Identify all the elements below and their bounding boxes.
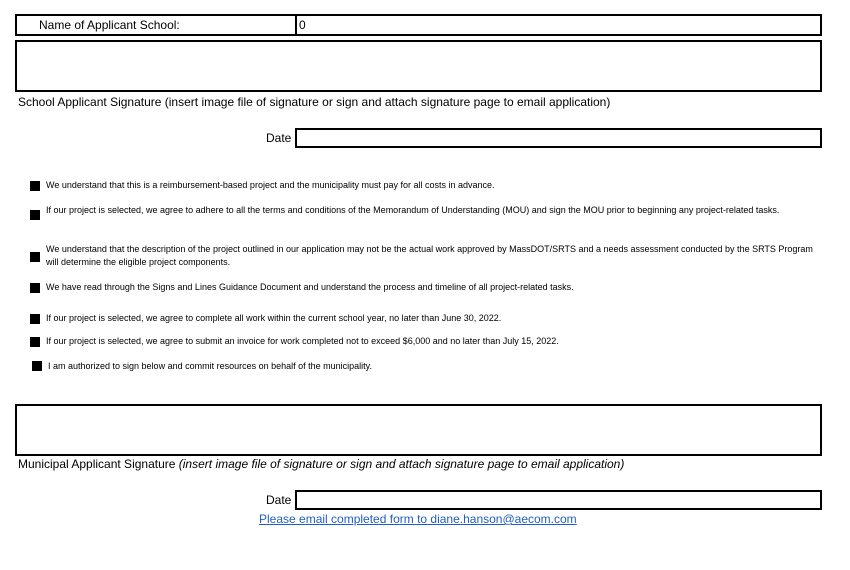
agreement-checkbox-2[interactable] bbox=[30, 210, 40, 220]
agreement-checkbox-1[interactable] bbox=[30, 181, 40, 191]
school-name-field[interactable] bbox=[295, 14, 822, 36]
municipal-caption-italic: (insert image file of signature or sign and attach signature page to email application) bbox=[178, 457, 625, 471]
school-name-label-cell bbox=[15, 14, 297, 36]
municipal-date-label: Date bbox=[266, 493, 292, 507]
municipal-signature-box[interactable] bbox=[15, 404, 822, 456]
school-name-value: 0 bbox=[299, 18, 306, 32]
agreement-checkbox-3[interactable] bbox=[30, 252, 40, 262]
email-link[interactable]: Please email completed form to diane.hanson@aecom.com bbox=[259, 512, 577, 526]
municipal-date-field[interactable] bbox=[295, 490, 822, 510]
agreement-checkbox-6[interactable] bbox=[30, 337, 40, 347]
school-date-field[interactable] bbox=[295, 128, 822, 148]
municipal-caption-plain: Municipal Applicant Signature bbox=[18, 457, 179, 471]
school-signature-caption: School Applicant Signature (insert image file of signature or sign and attach signature page to email application) bbox=[18, 95, 611, 109]
agreement-checkbox-5[interactable] bbox=[30, 314, 40, 324]
agreement-checkbox-4[interactable] bbox=[30, 283, 40, 293]
agreement-text-4: We have read through the Signs and Lines Guidance Document and understand the process and timeline of all project-related tasks. bbox=[46, 282, 574, 292]
agreement-text-2: If our project is selected, we agree to adhere to all the terms and conditions of the Memorandum of Understanding (MOU) and sign the MOU prior to beginning any project-related tasks. bbox=[46, 205, 780, 215]
school-signature-box[interactable] bbox=[15, 40, 822, 92]
municipal-signature-caption bbox=[18, 457, 624, 471]
agreement-checkbox-7[interactable] bbox=[32, 361, 42, 371]
agreement-text-1: We understand that this is a reimbursement-based project and the municipality must pay for all costs in advance. bbox=[46, 180, 495, 190]
agreement-text-5: If our project is selected, we agree to complete all work within the current school year, no later than June 30, 2022. bbox=[46, 313, 502, 323]
agreement-text-6: If our project is selected, we agree to submit an invoice for work completed not to exceed $6,000 and no later than July 15, 2022. bbox=[46, 336, 559, 346]
agreement-text-3: We understand that the description of the project outlined in our application may not be the actual work approved by MassDOT/SRTS and a needs assessment conducted by the SRTS Program will determine the eligible project components. bbox=[46, 244, 813, 267]
school-name-label: Name of Applicant School: bbox=[39, 18, 180, 32]
agreement-text-7: I am authorized to sign below and commit resources on behalf of the municipality. bbox=[48, 361, 372, 371]
school-date-label: Date bbox=[266, 131, 292, 145]
